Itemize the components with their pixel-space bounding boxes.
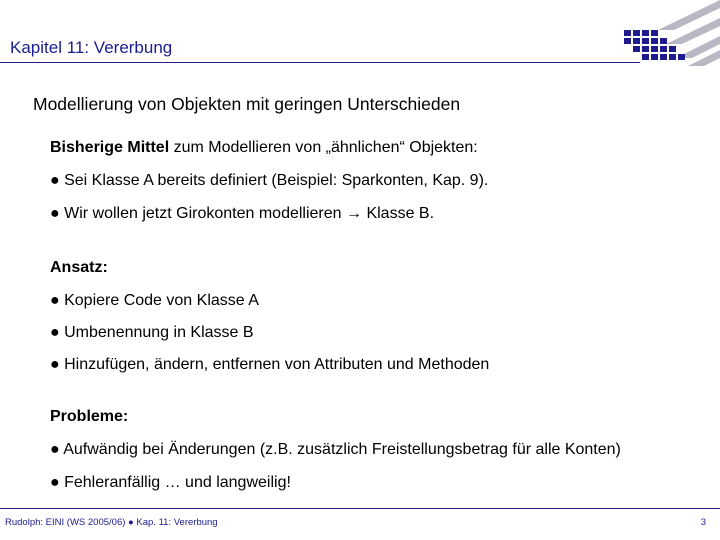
section3-heading: Probleme:: [50, 408, 129, 425]
section2-bullet-1: ● Kopiere Code von Klasse A: [50, 292, 259, 309]
section1-lead-bold: Bisherige Mittel: [50, 139, 170, 156]
footer-course-info: Rudolph: EINI (WS 2005/06) ● Kap. 11: Vererbung: [5, 517, 218, 528]
section1-bullet-1: ● Sei Klasse A bereits definiert (Beispiel: Sparkonten, Kap. 9).: [50, 172, 489, 189]
section2-bullet-3: ● Hinzufügen, ändern, entfernen von Attributen und Methoden: [50, 356, 490, 373]
section3-bullet-1: ● Aufwändig bei Änderungen (z.B. zusätzlich Freistellungsbetrag für alle Konten): [50, 441, 621, 458]
section1-bullet-2: ● Wir wollen jetzt Girokonten modellieren → Klasse B.: [50, 205, 435, 222]
section1-lead: [50, 139, 478, 157]
section3-bullet-2: ● Fehleranfällig … und langweilig!: [50, 474, 291, 491]
section2-bullet-2: ● Umbenennung in Klasse B: [50, 324, 254, 341]
page-number: 3: [700, 517, 706, 528]
section2-heading: Ansatz:: [50, 259, 108, 276]
footer-divider: [0, 508, 720, 509]
slide-subtitle: Modellierung von Objekten mit geringen Unterschieden: [33, 94, 461, 114]
header-divider: [0, 62, 640, 63]
section1-lead-rest: zum Modellieren von „ähnlichen“ Objekten:: [169, 139, 478, 156]
slide-header-title: Kapitel 11: Vererbung: [10, 38, 173, 57]
university-logo-icon: [618, 0, 720, 66]
